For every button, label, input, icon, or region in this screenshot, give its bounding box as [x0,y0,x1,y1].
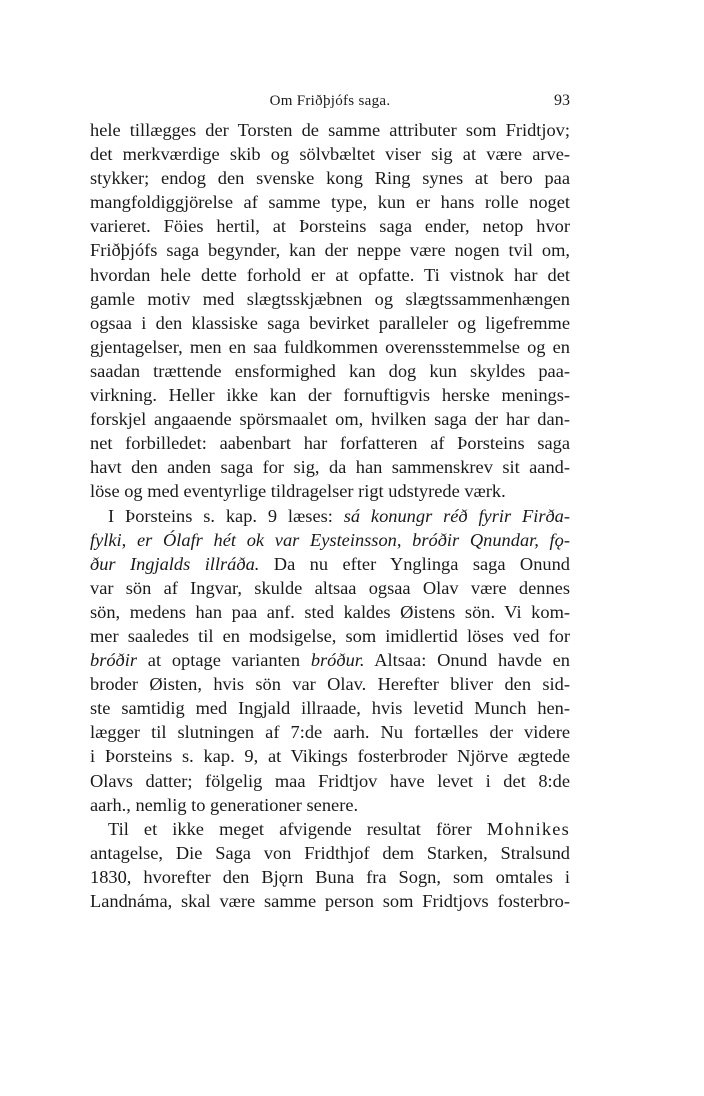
text-line: stykker; endog den svenske kong Ring synes at bero paa [90,168,570,189]
italic-quote: ður Ingjalds illráða. [90,553,260,574]
text-line: mangfoldiggjörelse af samme type, kun er hans rolle noget [90,192,570,213]
text-line: Landnáma, skal være samme person som Fridtjovs fosterbro- [90,891,570,911]
text-line: antagelse, Die Saga von Fridthjof dem Starken, Stralsund [90,842,570,863]
text-line: hvordan hele dette forhold er at opfatte. Ti vistnok har det [90,264,570,285]
text-line: i Þorsteins s. kap. 9, at Vikings fosterbroder Njörve ægtede [90,746,570,767]
text-line: det merkværdige skib og sölvbæltet viser sig at være arve- [90,144,570,165]
running-title: Om Friðþjófs saga. [269,93,391,109]
text-line: gamle motiv med slægtsskjæbnen og slægtssammenhængen [90,288,570,309]
text-line: virkning. Heller ikke kan der fornuftigvis herske menings- [90,385,570,406]
text-run: at optage varianten [137,650,311,671]
text-run: Til et ikke meget afvigende resultat förer [108,818,487,839]
text-line: net forbilledet: aabenbart har forfatteren af Þorsteins saga [90,433,570,454]
text-line: löse og med eventyrlige tildragelser rigt udstyrede værk. [90,481,506,502]
italic-word: bróðir [90,650,138,671]
spaced-name: Mohnikes [486,818,570,839]
text-line: Friðþjófs saga begynder, kan der neppe være nogen tvil om, [90,240,570,261]
text-line: mer saaledes til en modsigelse, som imidlertid löses ved for [90,625,570,646]
page-number: 93 [554,92,570,109]
text-line [90,648,570,672]
text-line: aarh., nemlig to generationer senere. [90,794,359,815]
text-line [90,552,570,576]
text-line: varieret. Föies hertil, at Þorsteins saga ender, netop hvor [90,216,570,237]
text-line: ogsaa i den klassiske saga bevirket paralleler og ligefremme [90,312,570,333]
text-line [90,504,570,528]
text-run: I Þorsteins s. kap. 9 læses: [108,505,344,526]
text-line: gjentagelser, men en saa fuldkommen overensstemmelse og en [90,336,570,357]
body-text [90,118,570,913]
text-run: Altsaa: Onund havde en [364,650,570,671]
text-line: forskjel angaaende spörsmaalet om, hvilken saga der har dan- [90,409,570,430]
text-line: lægger til slutningen af 7:de aarh. Nu fortælles der videre [90,722,570,743]
text-line [90,817,570,841]
text-line: 1830, hvorefter den Bjǫrn Buna fra Sogn, som omtales i [90,866,570,887]
italic-word: bróður. [310,650,365,671]
text-line: havt den anden saga for sig, da han sammenskrev sit aand- [90,457,570,478]
text-run: Da nu efter Ynglinga saga Onund [259,553,570,574]
text-line: broder Øisten, hvis sön var Olav. Herefter bliver den sid- [90,674,570,695]
text-line: hele tillægges der Torsten de samme attributer som Fridtjov; [90,120,570,140]
text-line: ste samtidig med Ingjald illraade, hvis levetid Munch hen- [90,698,570,719]
text-line: sön, medens han paa anf. sted kaldes Øistens sön. Vi kom- [90,601,570,622]
italic-quote: sá konungr réð fyrir Firða- [343,505,570,526]
running-head [90,90,570,112]
text-line: saadan trættende ensformighed kan dog kun skyldes paa- [90,360,570,381]
text-line [90,528,570,552]
italic-quote: fylki, er Ólafr hét ok var Eysteinsson, bróðir Qnundar, fǫ- [90,529,570,550]
text-line: var sön af Ingvar, skulde altsaa ogsaa Olav være dennes [90,577,570,598]
text-line: Olavs datter; fölgelig maa Fridtjov have levet i det 8:de [90,770,570,791]
